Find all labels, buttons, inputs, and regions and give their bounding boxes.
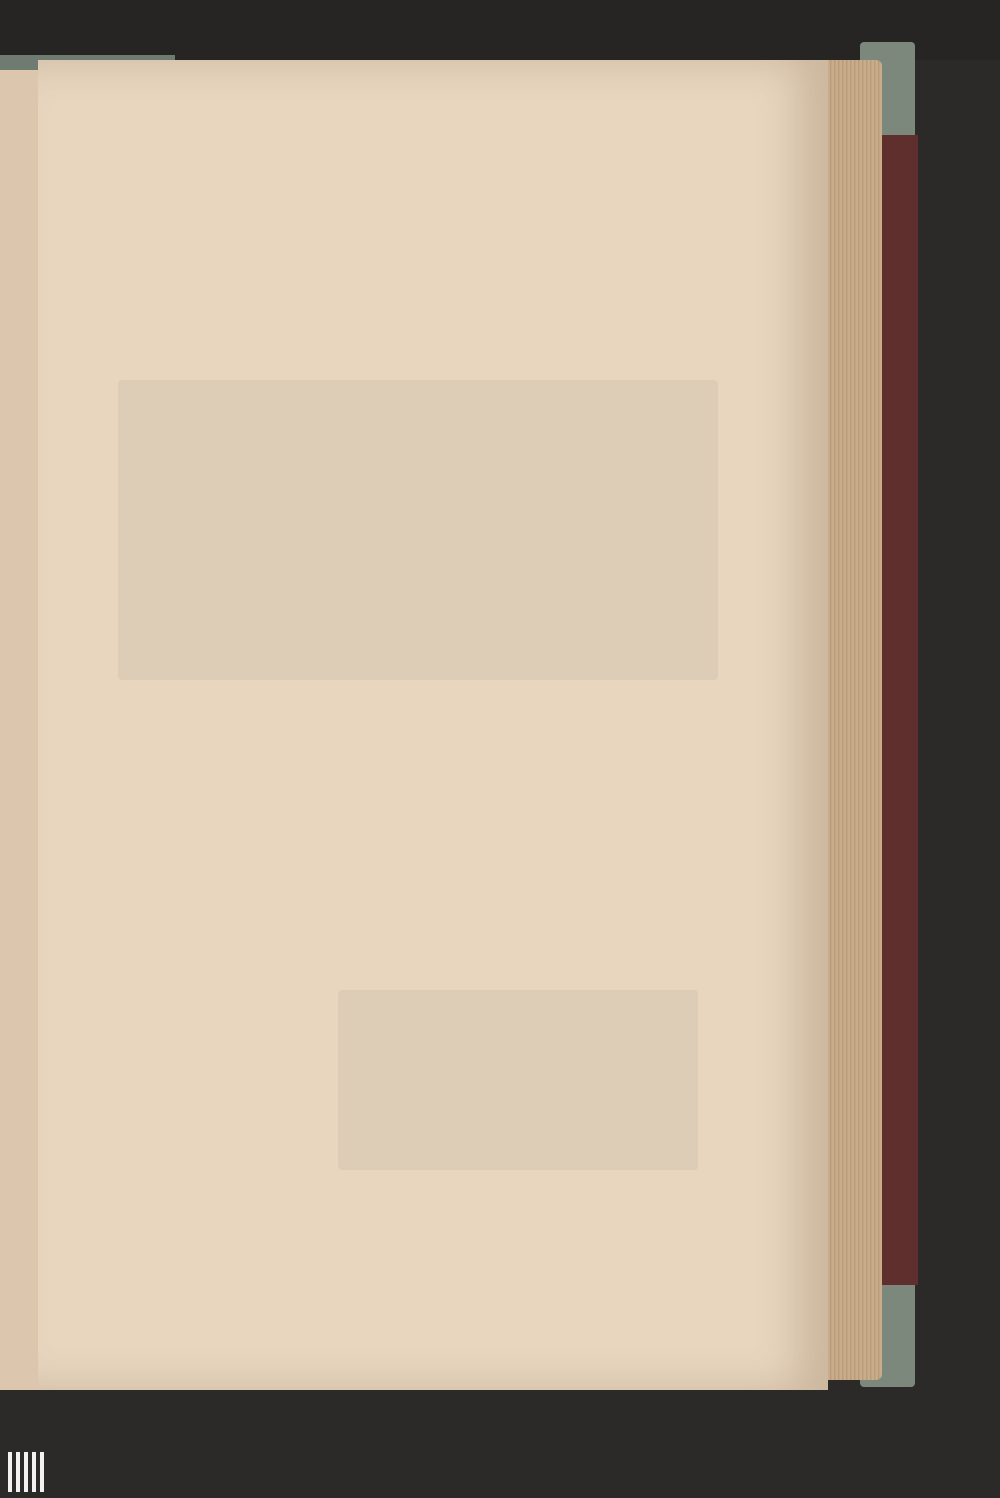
library-stamp: [798, 690, 838, 890]
book-page: [38, 60, 828, 1390]
show-through-shadow: [338, 990, 698, 1170]
show-through-shadow: [118, 380, 718, 680]
background-top: [0, 0, 1000, 60]
library-logo-icon: [8, 1452, 58, 1492]
